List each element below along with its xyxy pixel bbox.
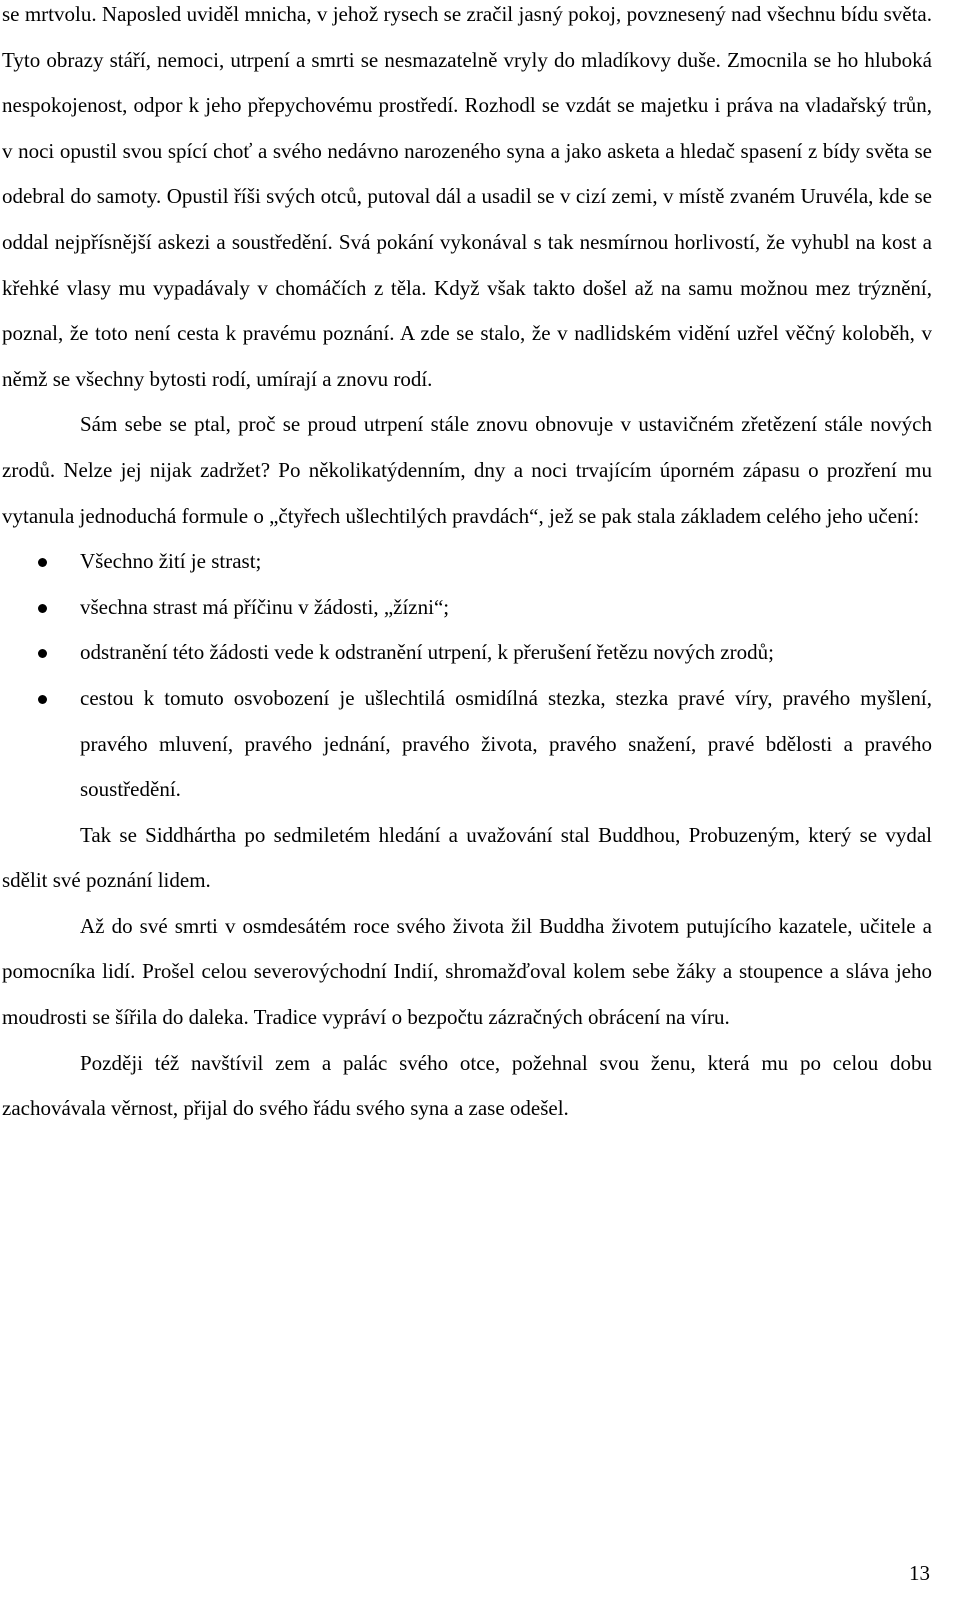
list-item-text: všechna strast má příčinu v žádosti, „žízni“;	[80, 594, 450, 619]
paragraph-3: Tak se Siddhártha po sedmiletém hledání a uvažování stal Buddhou, Probuzeným, který se vydal sdělit své poznání lidem.	[2, 822, 932, 893]
bullet-icon	[38, 695, 47, 704]
paragraph-4: Až do své smrti v osmdesátém roce svého života žil Buddha životem putujícího kazatele, učitele a pomocníka lidí. Prošel celou severovýchodní Indií, shromažďoval kolem sebe žáky a stoupence a sláva jeho moudrosti se šířila do daleka. Tradice vypráví o bezpočtu zázračných obrácení na víru.	[2, 913, 932, 1030]
bullet-icon	[38, 558, 47, 567]
bullet-icon	[38, 604, 47, 613]
paragraph-1: se mrtvolu. Naposled uviděl mnicha, v jehož rysech se zračil jasný pokoj, povznesený nad všechnu bídu světa. Tyto obrazy stáří, nemoci, utrpení a smrti se nesmazatelně vryly do mladíkovy duše. Zmocnila se ho hluboká nespokojenost, odpor k jeho přepychovému prostředí. Rozhodl se vzdát se majetku i práva na vladařský trůn, v noci opustil svou spící choť a svého nedávno narozeného syna a jako asketa a hledač spasení z bídy světa se odebral do samoty. Opustil říši svých otců, putoval dál a usadil se v cizí zemi, v místě zvaném Uruvéla, kde se oddal nejpřísnější askezi a soustředění. Svá pokání vykonával s tak nesmírnou horlivostí, že vyhubl na kost a křehké vlasy mu vypadávaly v chomáčích z těla. Když však takto došel až na samu možnou mez trýznění, poznal, že toto není cesta k pravému poznání. A zde se stalo, že v nadlidském vidění uzřel věčný koloběh, v němž se všechny bytosti rodí, umírají a znovu rodí.	[2, 2, 932, 391]
bullet-icon	[38, 649, 47, 658]
paragraph-5: Později též navštívil zem a palác svého otce, požehnal svou ženu, která mu po celou dobu zachovávala věrnost, přijal do svého řádu svého syna a zase odešel.	[2, 1050, 932, 1121]
paragraph-2: Sám sebe se ptal, proč se proud utrpení stále znovu obnovuje v ustavičném zřetězení stále nových zrodů. Nelze jej nijak zadržet? Po několikatýdenním, dny a noci trvajícím úporném zápasu o prozření mu vytanula jednoduchá formule o „čtyřech ušlechtilých pravdách“, jež se pak stala základem celého jeho učení:	[2, 412, 932, 528]
list-item	[2, 676, 932, 813]
list-item-text: Všechno žití je strast;	[80, 549, 262, 574]
list-item	[2, 539, 932, 585]
page-number: 13	[909, 1561, 930, 1585]
list-item-text: odstranění této žádosti vede k odstranění utrpení, k přerušení řetězu nových zrodů;	[80, 640, 774, 665]
list-item	[2, 585, 932, 631]
list-item-text: cestou k tomuto osvobození je ušlechtilá osmidílná stezka, stezka pravé víry, pravého myšlení, pravého mluvení, pravého jednání, pravého života, pravého snažení, pravé bdělosti a pravého soustředění.	[80, 685, 932, 802]
four-truths-list	[2, 539, 932, 813]
list-item	[2, 630, 932, 676]
